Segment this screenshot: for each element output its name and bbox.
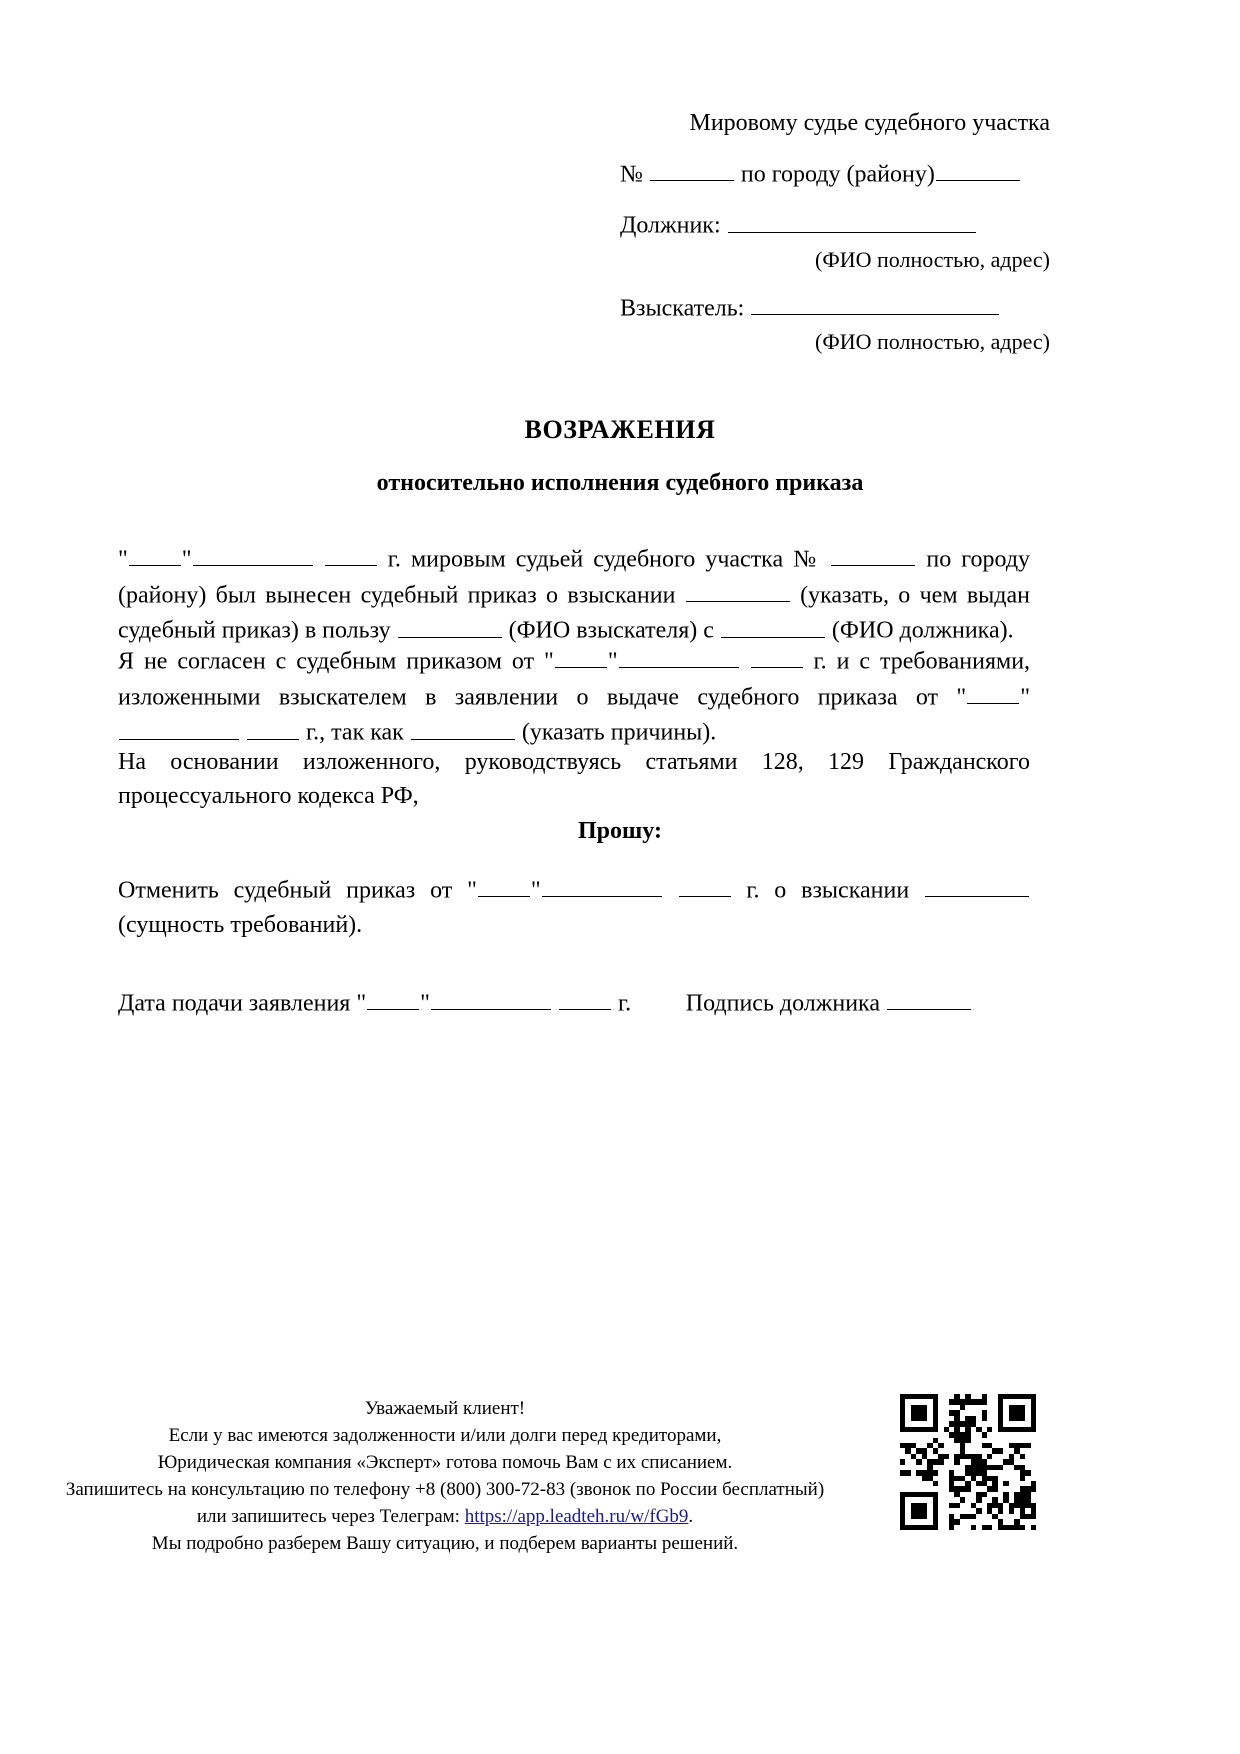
footer-line-3: Юридическая компания «Эксперт» готова помочь Вам с их списанием. (157, 1451, 733, 1473)
p4-text-c: (сущность требований). (118, 911, 363, 938)
claimant-blank[interactable] (751, 290, 999, 315)
day-blank-4[interactable] (478, 872, 530, 897)
court-number-blank[interactable] (650, 156, 734, 181)
p2-text-d: (указать причины). (521, 719, 717, 746)
paragraph-order-details (118, 541, 1030, 648)
page-title: ВОЗРАЖЕНИЯ (524, 415, 716, 444)
signature-blank[interactable] (887, 985, 971, 1010)
claimant-line (620, 290, 1050, 325)
quote-close-4: " (530, 877, 541, 904)
p2-text-a: Я не согласен с судебным приказом от " (118, 648, 554, 675)
claimant-hint: (ФИО полностью, адрес) (815, 329, 1050, 355)
p1-text-b: по городу (району) был вынесен судебный приказ о взыскании (118, 546, 1031, 609)
subject-blank-1[interactable] (686, 577, 790, 602)
day-blank-3[interactable] (967, 679, 1019, 704)
page-subtitle: относительно исполнения судебного приказа (376, 470, 864, 496)
request-heading: Прошу: (578, 818, 662, 844)
debtor-label: Должник: (620, 212, 721, 239)
quote-close-2: " (607, 648, 618, 675)
footer-line-2: Если у вас имеются задолженности и/или долги перед кредиторами, (168, 1424, 722, 1446)
paragraph-request (118, 872, 1030, 942)
footer-line-4: Запишитесь на консультацию по телефону +8 (800) 300-72-83 (звонок по России бесплатный) (65, 1478, 825, 1500)
year-blank-3[interactable] (247, 714, 299, 739)
p1-text-c: (указать, о чем выдан судебный приказ) в пользу (118, 582, 1031, 644)
district-number-blank-1[interactable] (831, 541, 915, 566)
footer-line-1: Уважаемый клиент! (364, 1398, 526, 1419)
p4-text-a: Отменить судебный приказ от " (118, 877, 477, 904)
day-blank-5[interactable] (367, 985, 419, 1010)
day-blank-2[interactable] (555, 643, 607, 668)
qr-code[interactable] (900, 1394, 1036, 1530)
paragraph-disagreement (118, 643, 1030, 750)
telegram-label: или запишитесь через Телеграм: (196, 1505, 465, 1527)
p2-text-b: г. и с требованиями, изложенными взыскателем в заявлении о выдаче судебного приказа от " (118, 648, 1031, 711)
debtor-line (620, 207, 1050, 242)
quote-open-1: " (118, 546, 128, 573)
amount-blank[interactable] (925, 872, 1029, 897)
year-suffix-5: г. (617, 990, 632, 1017)
paragraph-legal-basis (118, 745, 1030, 813)
p2-text-c: г., так как (306, 719, 404, 746)
year-blank-5[interactable] (559, 985, 611, 1010)
court-number-line (620, 156, 1050, 191)
telegram-link[interactable]: https://app.leadteh.ru/w/fGb9 (464, 1505, 689, 1527)
signature-row (118, 985, 1030, 1017)
debtor-blank[interactable] (728, 207, 976, 232)
telegram-period: . (688, 1505, 694, 1527)
signature-label: Подпись должника (685, 990, 880, 1017)
qr-code-grid (900, 1394, 1036, 1530)
submission-date (118, 985, 631, 1017)
number-symbol: № (620, 161, 643, 188)
p3-text: На основании изложенного, руководствуясь статьями 128, 129 Гражданского процессуального кодекса РФ, (118, 749, 1030, 810)
debtor-hint: (ФИО полностью, адрес) (815, 246, 1050, 272)
quote-close-3: " (1020, 684, 1030, 711)
claimant-name-blank[interactable] (398, 612, 502, 637)
court-line-text: Мировому судье судебного участка (689, 110, 1050, 136)
footer-block (0, 1396, 890, 1558)
day-blank-1[interactable] (129, 541, 181, 566)
p4-text-b: г. о взыскании (746, 877, 910, 904)
debtor-name-blank[interactable] (721, 612, 825, 637)
claimant-label: Взыскатель: (620, 295, 745, 322)
debtor-signature (686, 985, 1030, 1017)
year-blank-1[interactable] (325, 541, 377, 566)
month-blank-4[interactable] (542, 872, 662, 897)
p1-text-d: (ФИО взыскателя) с (508, 617, 714, 644)
year-blank-4[interactable] (679, 872, 731, 897)
month-blank-3[interactable] (119, 714, 239, 739)
p1-text-e: (ФИО должника). (831, 617, 1014, 644)
reason-blank[interactable] (411, 714, 515, 739)
city-label: по городу (району) (740, 161, 935, 188)
city-blank[interactable] (936, 156, 1020, 181)
submission-date-label: Дата подачи заявления " (118, 990, 367, 1017)
p1-text-a: г. мировым судьей судебного участка № (387, 546, 821, 573)
month-blank-2[interactable] (619, 643, 739, 668)
quote-close-5: " (420, 990, 430, 1017)
addressee-block (620, 108, 1050, 373)
court-line (620, 108, 1050, 140)
footer-line-5 (0, 1504, 890, 1531)
month-blank-5[interactable] (431, 985, 551, 1010)
footer-line-6: Мы подробно разберем Вашу ситуацию, и подберем варианты решений. (151, 1532, 739, 1554)
quote-close-1: " (181, 546, 192, 573)
year-blank-2[interactable] (751, 643, 803, 668)
month-blank-1[interactable] (193, 541, 313, 566)
